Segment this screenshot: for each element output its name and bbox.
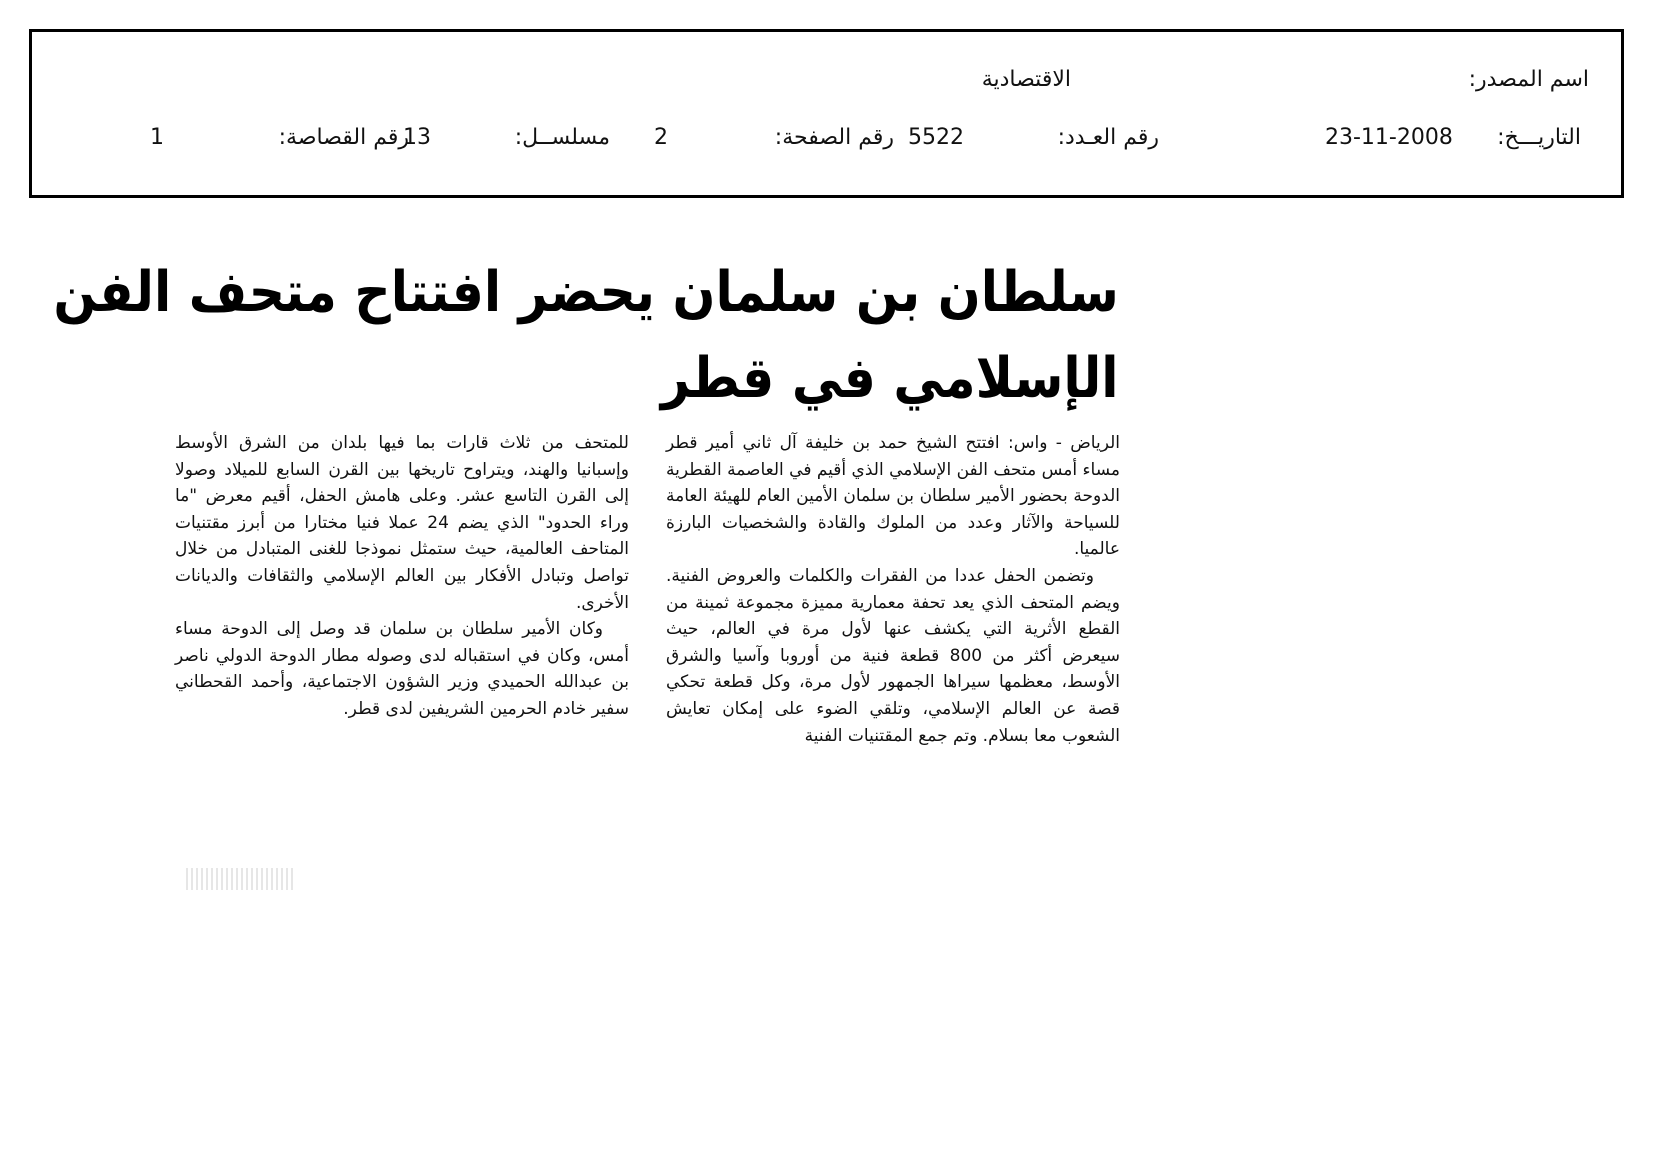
clip-value: 1 [150, 125, 164, 150]
clipping-header-box [29, 29, 1624, 198]
headline-line-2: الإسلامي في قطر [661, 346, 1119, 411]
article-column-right [666, 430, 1120, 749]
headline-line-1: سلطان بن سلمان يحضر افتتاح متحف الفن [53, 260, 1119, 325]
date-value: 23-11-2008 [1325, 125, 1453, 150]
date-label: التاريـــخ: [1497, 125, 1581, 150]
article-paragraph: للمتحف من ثلاث قارات بما فيها بلدان من الشرق الأوسط وإسبانيا والهند، ويتراوح تاريخها بين القرن السابع للميلاد وصولا إلى القرن التاسع عشر. وعلى هامش الحفل، أقيم معرض "ما وراء الحدود" الذي يضم 24 عملا فنيا مختارا من أبرز مقتنيات المتاحف العالمية، حيث ستمثل نموذجا للغنى المتبادل من خلال تواصل وتبادل الأفكار بين العالم الإسلامي والثقافات والديانات الأخرى. [175, 433, 630, 613]
page-label: رقم الصفحة: [774, 125, 894, 150]
scan-smudge [186, 868, 296, 890]
article-paragraph: وتضمن الحفل عددا من الفقرات والكلمات والعروض الفنية. ويضم المتحف الذي يعد تحفة معمارية مميزة مجموعة ثمينة من القطع الأثرية التي يكشف عنها لأول مرة في العالم، حيث سيعرض أكثر من 800 قطعة فنية من أوروبا وآسيا والشرق الأوسط، معظمها سيراها الجمهور لأول مرة، وكل قطعة تحكي قصة عن العالم الإسلامي، وتلقي الضوء على إمكان تعايش الشعوب معا بسلام. وتم جمع المقتنيات الفنية [666, 565, 1120, 746]
source-label: اسم المصدر: [1468, 67, 1589, 92]
issue-label: رقم العـدد: [1057, 125, 1159, 150]
clip-label: رقم القصاصة: [278, 125, 409, 150]
article-paragraph: وكان الأمير سلطان بن سلمان قد وصل إلى الدوحة مساء أمس، وكان في استقباله لدى وصوله مطار الدوحة الدولي ناصر بن عبدالله الحميدي وزير الشؤون الاجتماعية، وأحمد القحطاني سفير خادم الحرمين الشريفين لدى قطر. [175, 619, 629, 719]
serial-label: مسلســل: [514, 125, 610, 150]
page-value: 2 [654, 125, 668, 150]
article-column-left [175, 430, 629, 723]
issue-value: 5522 [908, 125, 964, 150]
source-value: الاقتصادية [981, 67, 1071, 92]
serial-value: 13 [403, 125, 431, 150]
article-paragraph: الرياض - واس: افتتح الشيخ حمد بن خليفة آل ثاني أمير قطر مساء أمس متحف الفن الإسلامي الذي أقيم في العاصمة القطرية الدوحة بحضور الأمير سلطان بن سلمان الأمين العام للهيئة العامة للسياحة والآثار وعدد من الملوك والقادة والشخصيات البارزة عالميا. [666, 433, 1120, 560]
